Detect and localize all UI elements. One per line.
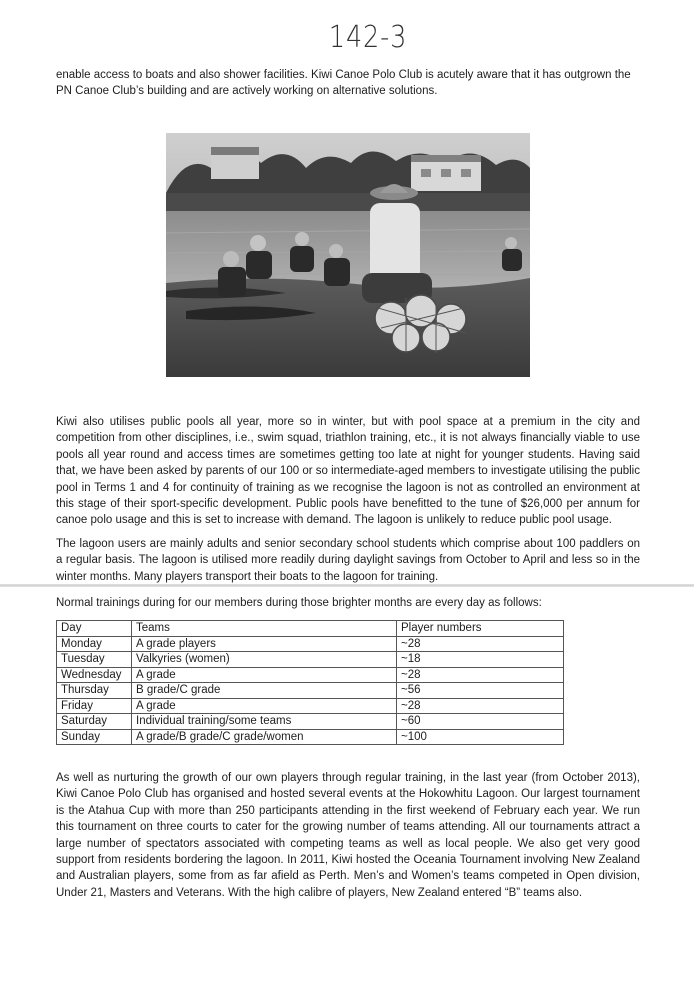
cell-player-numbers: ~18 [397, 652, 564, 668]
table-header-row [57, 621, 564, 637]
cell-day: Thursday [57, 683, 132, 699]
cell-player-numbers: ~60 [397, 714, 564, 730]
lagoon-users-paragraph: The lagoon users are mainly adults and senior secondary school students which comprise about 100 paddlers on a regular basis. The lagoon is utilised more readily during daylight savings from October to April and less so in the winter months. Many players transport their boats to the lagoon for training. [56, 538, 640, 583]
cell-player-numbers: ~100 [397, 729, 564, 745]
table-row [57, 714, 564, 730]
table-row [57, 683, 564, 699]
scan-divider [0, 584, 694, 587]
cell-teams: A grade [132, 698, 397, 714]
public-pools-paragraph: Kiwi also utilises public pools all year, more so in winter, but with pool space at a premium in the city and competition from other disciplines, i.e., swim squad, triathlon training, etc., it is not always financially viable to use pools all year round and access times are sometimes getting too late at night for younger students. Having said that, we have been asked by parents of our 100 or so intermediate-aged members to investigate utilising the public pool in Terms 1 and 4 for continuity of training as we recognise the lagoon is not as controlled an environment at this stage of their sport-specific development. Public pools have benefitted to the tune of $26,000 per annum for canoe polo usage and this is set to increase with demand. The lagoon is unlikely to reduce public pool usage. [56, 416, 640, 527]
cell-player-numbers: ~28 [397, 667, 564, 683]
cell-teams: Individual training/some teams [132, 714, 397, 730]
cell-day: Sunday [57, 729, 132, 745]
table-row [57, 698, 564, 714]
table-row [57, 729, 564, 745]
cell-day: Friday [57, 698, 132, 714]
cell-teams: B grade/C grade [132, 683, 397, 699]
cell-teams: A grade players [132, 636, 397, 652]
header-player-numbers: Player numbers [397, 621, 564, 637]
cell-teams: Valkyries (women) [132, 652, 397, 668]
cell-teams: A grade/B grade/C grade/women [132, 729, 397, 745]
canoe-polo-photo [166, 133, 530, 377]
table-row [57, 636, 564, 652]
cell-day: Monday [57, 636, 132, 652]
cell-player-numbers: ~28 [397, 698, 564, 714]
cell-day: Saturday [57, 714, 132, 730]
table-intro-paragraph: Normal trainings during for our members during those brighter months are every day as follows: [56, 597, 542, 609]
header-day: Day [57, 621, 132, 637]
table-row [57, 667, 564, 683]
cell-day: Tuesday [57, 652, 132, 668]
cell-player-numbers: ~56 [397, 683, 564, 699]
header-teams: Teams [132, 621, 397, 637]
training-schedule-table [56, 620, 564, 745]
table-row [57, 652, 564, 668]
intro-paragraph: enable access to boats and also shower facilities. Kiwi Canoe Polo Club is acutely aware that it has outgrown the PN Canoe Club’s building and are actively working on alternative solutions. [56, 69, 631, 98]
cell-player-numbers: ~28 [397, 636, 564, 652]
events-paragraph: As well as nurturing the growth of our own players through regular training, in the last year (from October 2013), Kiwi Canoe Polo Club has organised and hosted several events at the Hokowhitu Lagoon. Our largest tournament is the Atahua Cup with more than 250 participants attending in the first weekend of February each year. We run this tournament on three courts to cater for the growing number of teams attending. All our tournaments attract a large number of spectators associated with competing teams as well as local people. We also get very good support from residents bordering the lagoon. In 2011, Kiwi hosted the Oceania Tournament involving New Zealand and Australian players, some from as far afield as Perth. Men’s and Women’s teams competed in Open division, Under 21, Masters and Veterans. With the high calibre of players, New Zealand entered “B” teams also. [56, 772, 640, 899]
cell-day: Wednesday [57, 667, 132, 683]
cell-teams: A grade [132, 667, 397, 683]
page-number: 142-3 [328, 20, 408, 55]
